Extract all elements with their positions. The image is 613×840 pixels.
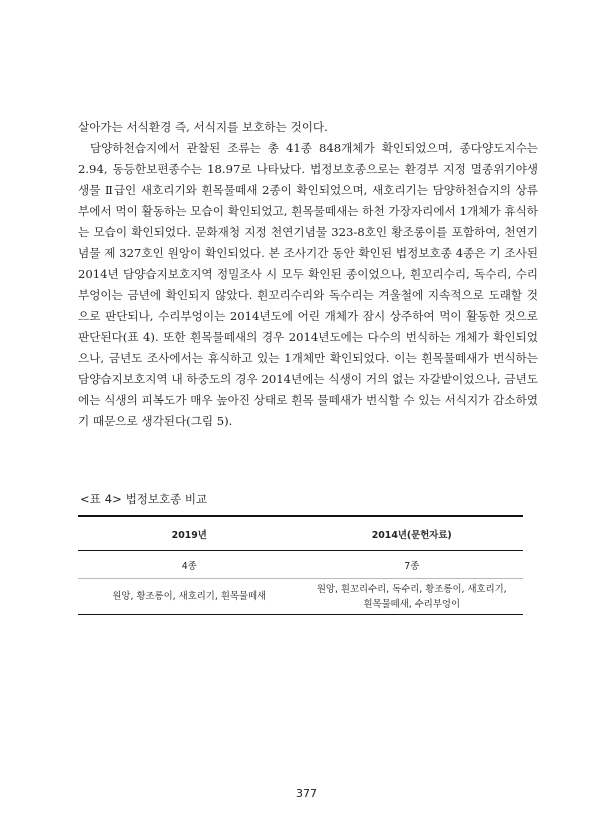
table-header-row [78, 516, 523, 551]
paragraph-continuation: 살아가는 서식환경 즉, 서식지를 보호하는 것이다. [78, 120, 328, 134]
table-caption-number: 4> [104, 492, 122, 506]
table-caption-open: <표 [80, 492, 101, 506]
header-2014: 2014년(문헌자료) [371, 529, 452, 541]
count-2014: 7종 [301, 551, 524, 579]
paragraph-bird-survey: 담양하천습지에서 관찰된 조류는 총 41종 848개체가 확인되었으며, 종다양도지수는 2.94, 동등한보편종수는 18.97로 나타났다. 법정보호종으로는 환경부 지정 멸종위기야생생물 Ⅱ급인 새호리기와 흰목물떼새 2종이 확인되었으며, 새호리기는 담양하천습지의 상류부에서 먹이 활동하는 모습이 확인되었고, 흰목물떼새는 하천 가장자리에서 1개체가 휴식하는 모습이 확인되었다. 문화재청 지정 천연기념물 323-8호인 황조롱이를 포함하여, 천연기념물 제 327호인 원앙이 확인되었다. 본 조사기간 동안 확인된 법정보호종 4종은 기 조사된 2014년 담양습지보호지역 정밀조사 시 모두 확인된 종이었으나, 흰꼬리수리, 독수리, 수리부엉이는 금년에 확인되지 않았다. 흰꼬리수리와 독수리는 겨울철에 지속적으로 도래할 것으로 판단되나, 수리부엉이는 2014년도에 어린 개체가 잠시 상주하여 먹이 활동한 것으로 판단된다(표 4). 또한 흰목물떼새의 경우 2014년도에는 다수의 번식하는 개체가 확인되었으나, 금년도 조사에서는 휴식하고 있는 1개체만 확인되었다. 이는 흰목물떼새가 번식하는 담양습지보호지역 내 하중도의 경우 2014년에는 식생이 거의 없는 자갈밭이었으나, 금년도에는 식생의 피복도가 매우 높아진 상태로 흰목 물떼새가 번식할 수 있는 서식지가 감소하였기 때문으로 생각된다(그림 5). [78, 141, 538, 428]
protected-species-table [78, 515, 523, 615]
species-2014-line2: 흰목물떼새, 수리부엉이 [363, 598, 461, 610]
species-2014-line1: 원앙, 흰꼬리수리, 독수리, 황조롱이, 새호리기, [316, 583, 507, 595]
table-caption-title: 법정보호종 비교 [125, 492, 208, 506]
body-text [78, 117, 538, 432]
header-2019: 2019년 [171, 529, 207, 541]
species-2019: 원앙, 황조롱이, 새호리기, 흰목물떼새 [112, 591, 267, 602]
table-caption [80, 491, 207, 507]
species-2014 [301, 579, 524, 615]
page-number: 377 [296, 787, 317, 800]
count-2019: 4종 [78, 551, 301, 579]
table-row [78, 579, 523, 615]
table-row [78, 551, 523, 579]
